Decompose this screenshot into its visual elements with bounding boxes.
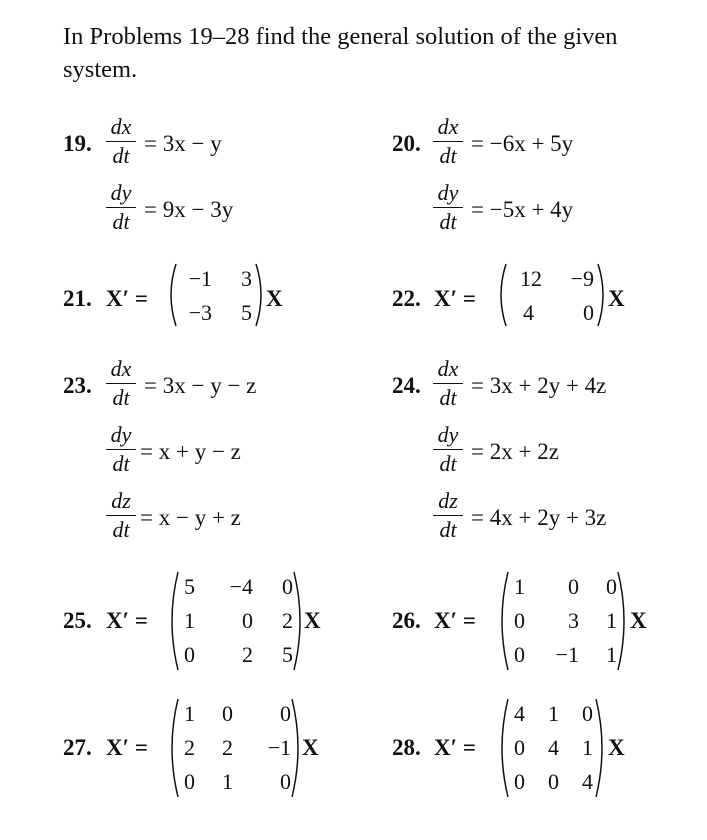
matrix-cell: 0 — [222, 701, 233, 726]
matrix-cell: 2 — [282, 608, 293, 633]
matrix-lhs: X′ = — [106, 735, 148, 760]
matrix-cell: 0 — [568, 574, 579, 599]
derivative-fraction: dz dt — [431, 488, 465, 543]
problem-number: 27. — [63, 735, 92, 760]
problem-number: 26. — [392, 608, 421, 633]
matrix-cell: 1 — [184, 701, 195, 726]
matrix-cell: 3 — [241, 266, 252, 291]
derivative-fraction: dx dt — [431, 356, 465, 411]
matrix-lhs: X′ = — [106, 286, 148, 311]
derivative-fraction: dx dt — [431, 114, 465, 169]
matrix-cell: 0 — [280, 701, 291, 726]
vector-x: X — [630, 608, 647, 633]
matrix-cell: −1 — [267, 735, 291, 760]
equation-rhs: = x − y + z — [140, 505, 241, 530]
matrix-cell: 0 — [184, 642, 195, 667]
vector-x: X — [304, 608, 321, 633]
derivative-fraction: dx dt — [104, 356, 138, 411]
matrix-cell: 1 — [514, 574, 525, 599]
matrix-cell: 0 — [514, 769, 525, 794]
problem-number: 25. — [63, 608, 92, 633]
matrix-cell: 0 — [606, 574, 617, 599]
matrix-cell: 1 — [606, 642, 617, 667]
matrix-cell: 0 — [242, 608, 253, 633]
matrix-cell: 4 — [523, 300, 534, 325]
equation-rhs: = −6x + 5y — [471, 131, 574, 156]
instructions-text: In Problems 19–28 find the general solution of the given system. — [63, 23, 618, 83]
matrix-cell: 1 — [184, 608, 195, 633]
equation-rhs: = −5x + 4y — [471, 197, 574, 222]
matrix-lhs: X′ = — [434, 286, 476, 311]
matrix-cell: 12 — [520, 266, 542, 291]
vector-x: X — [608, 735, 625, 760]
problem-number: 24. — [392, 373, 421, 398]
derivative-fraction: dx dt — [104, 114, 138, 169]
equation-rhs: = 4x + 2y + 3z — [471, 505, 607, 530]
matrix-lhs: X′ = — [106, 608, 148, 633]
equation-rhs: = 3x − y − z — [144, 373, 257, 398]
matrix-cell: 4 — [548, 735, 559, 760]
derivative-fraction: dz dt — [104, 488, 138, 543]
equation-rhs: = 9x − 3y — [144, 197, 234, 222]
matrix-cell: 5 — [241, 300, 252, 325]
equation-rhs: = x + y − z — [140, 439, 241, 464]
derivative-fraction: dy dt — [431, 180, 465, 235]
matrix-cell: 2 — [222, 735, 233, 760]
problem-number: 28. — [392, 735, 421, 760]
problem-number: 20. — [392, 131, 421, 156]
matrix-cell: 5 — [282, 642, 293, 667]
matrix-cell: 0 — [583, 300, 594, 325]
vector-x: X — [302, 735, 319, 760]
matrix-cell: 0 — [582, 701, 593, 726]
matrix-cell: 4 — [582, 769, 593, 794]
equation-rhs: = 3x + 2y + 4z — [471, 373, 607, 398]
problem-number: 19. — [63, 131, 92, 156]
matrix-cell: 1 — [548, 701, 559, 726]
vector-x: X — [266, 286, 283, 311]
matrix-cell: 0 — [548, 769, 559, 794]
matrix-lhs: X′ = — [434, 735, 476, 760]
matrix-cell: 4 — [514, 701, 525, 726]
matrix-cell: −9 — [570, 266, 594, 291]
matrix-cell: 0 — [184, 769, 195, 794]
problem-number: 22. — [392, 286, 421, 311]
matrix-cell: 2 — [242, 642, 253, 667]
matrix-cell: 1 — [582, 735, 593, 760]
equation-rhs: = 2x + 2z — [471, 439, 559, 464]
matrix-lhs: X′ = — [434, 608, 476, 633]
matrix-cell: −3 — [188, 300, 212, 325]
matrix-cell: 0 — [282, 574, 293, 599]
matrix-cell: 2 — [184, 735, 195, 760]
problem-number: 21. — [63, 286, 92, 311]
matrix-cell: −4 — [229, 574, 253, 599]
derivative-fraction: dy dt — [104, 422, 138, 477]
matrix-cell: 0 — [280, 769, 291, 794]
matrix-cell: 0 — [514, 735, 525, 760]
matrix-cell: 1 — [222, 769, 233, 794]
matrix-cell: −1 — [188, 266, 212, 291]
problem-number: 23. — [63, 373, 92, 398]
equation-rhs: = 3x − y — [144, 131, 222, 156]
matrix-cell: 3 — [568, 608, 579, 633]
matrix-cell: 0 — [514, 608, 525, 633]
matrix-cell: 5 — [184, 574, 195, 599]
vector-x: X — [608, 286, 625, 311]
derivative-fraction: dy dt — [431, 422, 465, 477]
matrix-cell: 0 — [514, 642, 525, 667]
matrix-cell: −1 — [555, 642, 579, 667]
derivative-fraction: dy dt — [104, 180, 138, 235]
matrix-cell: 1 — [606, 608, 617, 633]
left-paren — [164, 262, 178, 328]
